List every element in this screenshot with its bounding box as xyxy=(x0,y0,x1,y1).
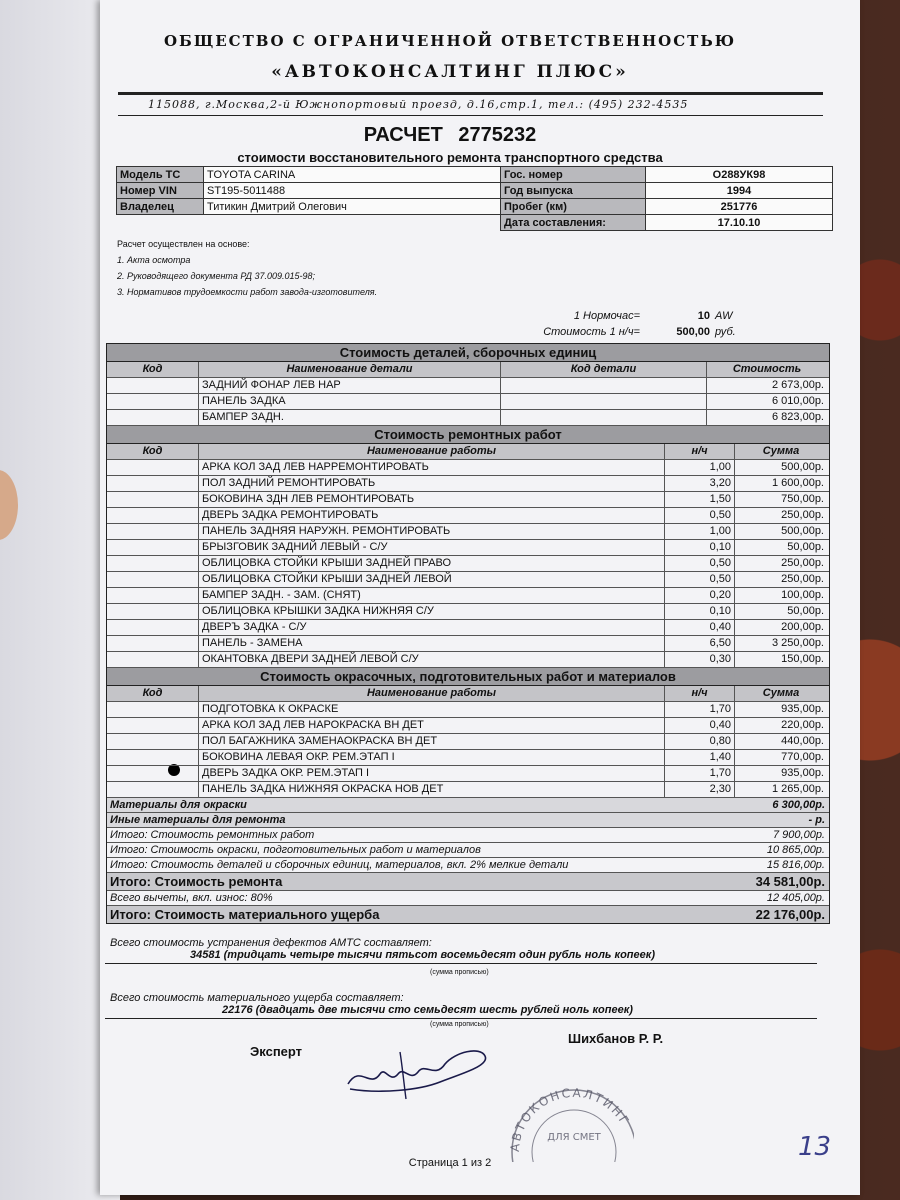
paint-row xyxy=(107,782,829,798)
summary-label: Итого: Стоимость ремонтных работ xyxy=(110,829,315,841)
norm-hours: 0,80 xyxy=(665,734,735,749)
row-code xyxy=(107,508,199,523)
deductions-row xyxy=(107,891,829,906)
work-sum: 50,00р. xyxy=(787,541,824,553)
mileage-label: Пробег (км) xyxy=(501,199,646,215)
norm-hours: 1,70 xyxy=(665,702,735,717)
repair-row xyxy=(107,476,829,492)
date-value: 17.10.10 xyxy=(646,215,833,231)
row-code xyxy=(107,782,199,797)
damage-total-text: Всего стоимость материального ущерба составляет: xyxy=(110,992,404,1004)
work-sum: 250,00р. xyxy=(781,573,824,585)
work-sum: 220,00р. xyxy=(781,719,824,731)
work-name: ПОЛ ЗАДНИЙ РЕМОНТИРОВАТЬ xyxy=(199,476,665,491)
norm-hours: 0,40 xyxy=(665,718,735,733)
work-name: ПОДГОТОВКА К ОКРАСКЕ xyxy=(199,702,665,717)
col-code: Код xyxy=(107,362,199,377)
header-rule-thin xyxy=(118,115,823,116)
norm-hours: 0,40 xyxy=(665,620,735,635)
row-code xyxy=(107,476,199,491)
work-name: БРЫЗГОВИК ЗАДНИЙ ЛЕВЫЙ - С/У xyxy=(199,540,665,555)
repair-row xyxy=(107,508,829,524)
part-row xyxy=(107,394,829,410)
work-name: БОКОВИНА ЛЕВАЯ ОКР. РЕМ.ЭТАП I xyxy=(199,750,665,765)
work-name: ОБЛИЦОВКА КРЫШКИ ЗАДКА НИЖНЯЯ С/У xyxy=(199,604,665,619)
mileage-value: 251776 xyxy=(646,199,833,215)
plate-label: Гос. номер xyxy=(501,167,646,183)
owner-label: Владелец xyxy=(117,199,204,215)
repair-row xyxy=(107,556,829,572)
row-code xyxy=(107,702,199,717)
paint-row xyxy=(107,750,829,766)
work-name: ДВЕРЬ ЗАДКА ОКР. РЕМ.ЭТАП I xyxy=(199,766,665,781)
col-code: Код xyxy=(107,444,199,459)
norm-cost-value: 500,00 xyxy=(676,326,710,338)
work-name: ПАНЕЛЬ - ЗАМЕНА xyxy=(199,636,665,651)
paint-row xyxy=(107,718,829,734)
repair-row xyxy=(107,540,829,556)
part-row xyxy=(107,410,829,426)
row-code xyxy=(107,604,199,619)
vin-value: ST195-5011488 xyxy=(204,183,501,199)
row-code xyxy=(107,378,199,393)
other-materials-row xyxy=(107,813,829,828)
summary-label: Иные материалы для ремонта xyxy=(110,814,286,826)
norm-hours: 1,00 xyxy=(665,460,735,475)
work-sum: 100,00р. xyxy=(781,589,824,601)
year-label: Год выпуска xyxy=(501,183,646,199)
paint-row xyxy=(107,734,829,750)
norm-hours: 0,50 xyxy=(665,572,735,587)
repair-row xyxy=(107,492,829,508)
norm-hours: 2,30 xyxy=(665,782,735,797)
norm-hour-value: 10 xyxy=(697,310,710,322)
work-sum: 440,00р. xyxy=(781,735,824,747)
paint-section-heading: Стоимость окрасочных, подготовительных работ и материалов xyxy=(107,668,829,686)
col-sum: Сумма xyxy=(762,445,800,457)
org-line-1: ОБЩЕСТВО С ОГРАНИЧЕННОЙ ОТВЕТСТВЕННОСТЬЮ xyxy=(163,32,737,50)
summary-label: Всего вычеты, вкл. износ: 80% xyxy=(110,892,273,904)
summary-label: Материалы для окраски xyxy=(110,799,247,811)
handwritten-page-number: 13 xyxy=(798,1132,832,1162)
model-value: TOYOTA CARINA xyxy=(204,167,501,183)
row-code xyxy=(107,492,199,507)
row-code xyxy=(107,718,199,733)
norm-hours: 0,50 xyxy=(665,508,735,523)
paint-materials-row xyxy=(107,798,829,813)
work-sum: 150,00р. xyxy=(781,653,824,665)
part-cost: 2 673,00р. xyxy=(772,379,824,391)
summary-label: Итого: Стоимость ремонта xyxy=(110,874,283,889)
norm-hours: 3,20 xyxy=(665,476,735,491)
paint-rows xyxy=(107,702,829,798)
norm-hours: 6,50 xyxy=(665,636,735,651)
part-cost: 6 823,00р. xyxy=(772,411,824,423)
work-sum: 750,00р. xyxy=(781,493,824,505)
part-row xyxy=(107,378,829,394)
part-name: БАМПЕР ЗАДН. xyxy=(199,410,501,425)
part-code xyxy=(501,378,707,393)
header-rule xyxy=(118,92,823,95)
summary-value: 7 900,00р. xyxy=(773,829,825,841)
work-sum: 200,00р. xyxy=(781,621,824,633)
calc-number: 2775232 xyxy=(458,124,537,146)
work-name: АРКА КОЛ ЗАД ЛЕВ НАРОКРАСКА ВН ДЕТ xyxy=(199,718,665,733)
summary-value: 34 581,00р. xyxy=(755,874,825,889)
col-norm-hours: н/ч xyxy=(665,444,735,459)
norm-hours: 1,00 xyxy=(665,524,735,539)
work-name: ПАНЕЛЬ ЗАДНЯЯ НАРУЖН. РЕМОНТИРОВАТЬ xyxy=(199,524,665,539)
work-sum: 500,00р. xyxy=(781,461,824,473)
summary-value: 12 405,00р. xyxy=(766,892,825,904)
row-code xyxy=(107,620,199,635)
row-code xyxy=(107,540,199,555)
col-part-code: Код детали xyxy=(501,362,707,377)
work-name: АРКА КОЛ ЗАД ЛЕВ НАРРЕМОНТИРОВАТЬ xyxy=(199,460,665,475)
work-name: ПОЛ БАГАЖНИКА ЗАМЕНАОКРАСКА ВН ДЕТ xyxy=(199,734,665,749)
basis-item: 3. Нормативов трудоемкости работ завода-изготовителя. xyxy=(117,287,378,297)
summary-label: Итого: Стоимость деталей и сборочных единиц, материалов, вкл. 2% мелкие детали xyxy=(110,859,569,871)
vin-label: Номер VIN xyxy=(117,183,204,199)
company-stamp xyxy=(504,1062,634,1162)
work-name: ОБЛИЦОВКА СТОЙКИ КРЫШИ ЗАДНЕЙ ПРАВО xyxy=(199,556,665,571)
expert-signature xyxy=(340,1044,500,1104)
row-code xyxy=(107,588,199,603)
col-cost: Стоимость xyxy=(732,363,802,375)
year-value: 1994 xyxy=(646,183,833,199)
work-name: БОКОВИНА ЗДН ЛЕВ РЕМОНТИРОВАТЬ xyxy=(199,492,665,507)
summary-value: 10 865,00р. xyxy=(766,844,825,856)
repair-row xyxy=(107,588,829,604)
total-paint-row xyxy=(107,843,829,858)
col-part-name: Наименование детали xyxy=(199,362,501,377)
repair-rows xyxy=(107,460,829,668)
total-parts-row xyxy=(107,858,829,873)
underline xyxy=(105,1018,817,1019)
work-name: ПАНЕЛЬ ЗАДКА НИЖНЯЯ ОКРАСКА НОВ ДЕТ xyxy=(199,782,665,797)
amount-caption: (сумма прописью) xyxy=(430,969,489,976)
calculation-table xyxy=(106,343,830,924)
summary-value: 6 300,00р. xyxy=(772,799,825,811)
repair-row xyxy=(107,652,829,668)
row-code xyxy=(107,410,199,425)
basis-heading: Расчет осуществлен на основе: xyxy=(117,239,250,249)
basis-item: 2. Руководящего документа РД 37.009.015-98; xyxy=(117,271,316,281)
norm-hour-unit: AW xyxy=(715,310,733,322)
repair-row xyxy=(107,524,829,540)
stamp-ring-text: АВТОКОНСАЛТИНГ xyxy=(507,1085,633,1153)
row-code xyxy=(107,460,199,475)
repair-total-text: Всего стоимость устранения дефектов АМТС составляет: xyxy=(110,937,432,949)
norm-hours: 1,40 xyxy=(665,750,735,765)
col-sum: Сумма xyxy=(762,687,800,699)
norm-hours: 1,70 xyxy=(665,766,735,781)
damage-total-words: 22176 (двадцать две тысячи сто семьдесят шесть рублей ноль копеек) xyxy=(222,1004,633,1016)
summary-value: - р. xyxy=(808,814,825,826)
work-sum: 3 250,00р. xyxy=(772,637,824,649)
doc-title xyxy=(0,124,900,147)
repair-row xyxy=(107,572,829,588)
work-name: БАМПЕР ЗАДН. - ЗАМ. (СНЯТ) xyxy=(199,588,665,603)
row-code xyxy=(107,524,199,539)
amount-caption: (сумма прописью) xyxy=(430,1021,489,1028)
date-label: Дата составления: xyxy=(501,215,646,231)
work-name: ОБЛИЦОВКА СТОЙКИ КРЫШИ ЗАДНЕЙ ЛЕВОЙ xyxy=(199,572,665,587)
norm-hour-label: 1 Нормочас= xyxy=(573,310,640,322)
repair-total-words: 34581 (тридцать четыре тысячи пятьсот восемьдесят один рубль ноль копеек) xyxy=(190,949,655,961)
stamp-center-text: ДЛЯ СМЕТ xyxy=(547,1132,601,1143)
grand-total-row xyxy=(107,873,829,891)
norm-hours: 1,50 xyxy=(665,492,735,507)
repair-section-heading: Стоимость ремонтных работ xyxy=(107,426,829,444)
part-name: ЗАДНИЙ ФОНАР ЛЕВ НАР xyxy=(199,378,501,393)
title-word: РАСЧЕТ xyxy=(363,124,443,146)
org-name: «АВТОКОНСАЛТИНГ ПЛЮС» xyxy=(271,62,629,82)
plate-value: О288УК98 xyxy=(646,167,833,183)
part-code xyxy=(501,410,707,425)
damage-total-row xyxy=(107,906,829,923)
expert-label: Эксперт xyxy=(250,1044,303,1059)
owner-value: Титикин Дмитрий Олегович xyxy=(204,199,501,215)
row-code xyxy=(107,556,199,571)
norm-hours: 0,30 xyxy=(665,652,735,667)
norm-cost-label: Стоимость 1 н/ч= xyxy=(543,326,640,338)
summary-value: 15 816,00р. xyxy=(766,859,825,871)
row-code xyxy=(107,394,199,409)
doc-subtitle: стоимости восстановительного ремонта транспортного средства xyxy=(237,150,663,165)
norm-hours: 0,20 xyxy=(665,588,735,603)
repair-row xyxy=(107,620,829,636)
vehicle-info-right xyxy=(500,166,833,231)
work-name: ДВЕРЪ ЗАДКА - С/У xyxy=(199,620,665,635)
part-cost: 6 010,00р. xyxy=(772,395,824,407)
work-sum: 500,00р. xyxy=(781,525,824,537)
part-name: ПАНЕЛЬ ЗАДКА xyxy=(199,394,501,409)
paint-row xyxy=(107,766,829,782)
col-norm-hours: н/ч xyxy=(665,686,735,701)
repair-column-header xyxy=(107,444,829,460)
basis-item: 1. Акта осмотра xyxy=(117,255,191,265)
work-sum: 935,00р. xyxy=(781,767,824,779)
row-code xyxy=(107,572,199,587)
underline xyxy=(105,963,817,964)
row-code xyxy=(107,734,199,749)
repair-row xyxy=(107,636,829,652)
page-indicator: Страница 1 из 2 xyxy=(408,1157,492,1169)
expert-name: Шихбанов Р. Р. xyxy=(568,1031,664,1046)
work-sum: 250,00р. xyxy=(781,509,824,521)
work-name: ДВЕРЬ ЗАДКА РЕМОНТИРОВАТЬ xyxy=(199,508,665,523)
summary-label: Итого: Стоимость материального ущерба xyxy=(110,907,380,922)
row-code xyxy=(107,652,199,667)
model-label: Модель ТС xyxy=(117,167,204,183)
work-sum: 1 265,00р. xyxy=(772,783,824,795)
col-code: Код xyxy=(107,686,199,701)
paint-row xyxy=(107,702,829,718)
norm-cost-unit: руб. xyxy=(715,326,736,338)
norm-hours: 0,50 xyxy=(665,556,735,571)
parts-rows xyxy=(107,378,829,426)
row-code xyxy=(107,636,199,651)
parts-column-header xyxy=(107,362,829,378)
vehicle-info-left xyxy=(116,166,501,215)
total-repair-row xyxy=(107,828,829,843)
org-address: 115088, г.Москва,2-й Южнопортовый проезд, д.16,стр.1, тел.: (495) 232-4535 xyxy=(148,98,689,111)
work-sum: 770,00р. xyxy=(781,751,824,763)
norm-hours: 0,10 xyxy=(665,604,735,619)
basis-block xyxy=(117,236,377,300)
row-code xyxy=(107,750,199,765)
work-name: ОКАНТОВКА ДВЕРИ ЗАДНЕЙ ЛЕВОЙ С/У xyxy=(199,652,665,667)
work-sum: 1 600,00р. xyxy=(772,477,824,489)
part-code xyxy=(501,394,707,409)
summary-label: Итого: Стоимость окраски, подготовительных работ и материалов xyxy=(110,844,481,856)
col-work-name: Наименование работы xyxy=(199,686,665,701)
paint-column-header xyxy=(107,686,829,702)
repair-row xyxy=(107,460,829,476)
work-sum: 935,00р. xyxy=(781,703,824,715)
work-sum: 250,00р. xyxy=(781,557,824,569)
row-code xyxy=(107,766,199,781)
norm-hours: 0,10 xyxy=(665,540,735,555)
parts-section-heading: Стоимость деталей, сборочных единиц xyxy=(107,344,829,362)
col-work-name: Наименование работы xyxy=(199,444,665,459)
work-sum: 50,00р. xyxy=(787,605,824,617)
repair-row xyxy=(107,604,829,620)
summary-value: 22 176,00р. xyxy=(755,907,825,922)
